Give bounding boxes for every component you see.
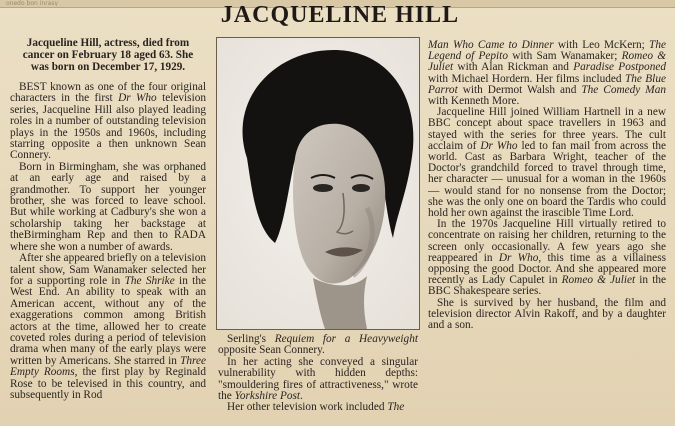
italic-title: Paradise Postponed xyxy=(573,61,667,74)
italic-title: The xyxy=(387,401,405,414)
text-run: BEST known as one of the four original characters in the first xyxy=(10,81,206,105)
italic-title: Yorkshire Post xyxy=(234,390,301,403)
text-run: In her acting she conveyed a singular vulnerability with hidden depths: "smouldering fires of attractiveness," wrote the xyxy=(218,355,418,403)
column-1-body xyxy=(10,82,206,401)
italic-title: The Legend of Pepito xyxy=(428,39,666,63)
column1-paragraph xyxy=(10,82,206,162)
column2-paragraph xyxy=(218,402,418,413)
text-run: , the first play by Reginald Rose to be televised in this country, and subsequently in Rod xyxy=(10,366,206,401)
obituary-summary: Jacqueline Hill, actress, died from cancer on February 18 aged 63. She was born on December 17, 1929. xyxy=(22,37,194,73)
text-run: in the BBC Shakespeare series. xyxy=(428,274,666,298)
text-run: with Kenneth More. xyxy=(428,95,520,108)
italic-title: Three Empty Rooms xyxy=(10,354,206,379)
text-run: in the West End. An ability to speak with an American accent, without any of the exaggerations common among British actors at the time, allowed her to create coveted roles during a period of television drama when many of the early plays were written by Americans. She starred in xyxy=(10,274,206,367)
column3-paragraph xyxy=(428,298,666,332)
text-run: Born in Birmingham, she was orphaned at an early age and raised by a grandmother. To support her younger brother, she was forced to leave school. But while working at Cadbury's she won a scholarship taking her backstage at theBirmingham Rep and then to RADA where she won a number of awards. xyxy=(10,160,206,253)
text-run: Her other television work included xyxy=(227,401,388,414)
text-run: . xyxy=(300,390,303,403)
column3-paragraph xyxy=(428,40,666,107)
text-run: with Alan Rickman and xyxy=(453,61,574,74)
text-run: Jacqueline Hill joined William Hartnell in a new BBC concept about space travellers in 1963 and stayed with the series for three years. The cult acclaim of xyxy=(428,106,666,152)
column1-paragraph xyxy=(10,253,206,401)
column3-paragraph xyxy=(428,107,666,219)
column-1 xyxy=(10,37,206,401)
text-run: Serling's xyxy=(227,333,275,345)
italic-title: Dr Who xyxy=(118,92,157,105)
text-run: with Leo McKern; xyxy=(553,39,650,51)
column3-paragraph xyxy=(428,219,666,297)
italic-title: Dr Who xyxy=(480,139,518,152)
column-2 xyxy=(218,334,418,414)
text-run: , this time as a villainess opposing the good Doctor. And she appeared more recently as Lady Capulet in xyxy=(428,251,666,287)
text-run: with Sam Wanamaker; xyxy=(507,50,622,63)
italic-title: Requiem for a Heavyweight xyxy=(274,333,418,345)
text-run: After she appeared briefly on a television talent show, Sam Wanamaker selected her for a supporting role in xyxy=(10,252,206,287)
text-run: She is survived by her husband, the film and television director Alvin Rakoff, and by a daughter and a son. xyxy=(428,296,666,332)
text-run: In the 1970s Jacqueline Hill virtually retired to concentrate on raising her children, returning to the screen only occasionally. A few years ago she reappeared in xyxy=(428,218,666,264)
column2-paragraph xyxy=(218,357,418,403)
column-3 xyxy=(428,40,666,331)
previous-article-text: onedo bon inrasy xyxy=(6,0,59,6)
italic-title: Romeo & Juliet xyxy=(561,274,636,287)
italic-title: The Comedy Man xyxy=(581,83,666,96)
text-run: with Michael Hordern. Her films included xyxy=(428,72,625,85)
text-run: opposite Sean Connery. xyxy=(218,344,325,357)
text-run: led to fan mail from across the world. Cast as Barbara Wright, teacher of the Doctor's grandchild forced to travel through time, her character — unusual for a woman in the 1960s — would stand for no nonsense from the Doctor; she was the only one on board the Tardis who could hold her own against the irascible Time Lord. xyxy=(428,139,667,220)
text-run: with Dermot Walsh and xyxy=(457,83,582,96)
italic-title: Man Who Came to Dinner xyxy=(428,39,554,51)
italic-title: Romeo & Juliet xyxy=(428,50,667,74)
italic-title: The Shrike xyxy=(124,274,175,287)
text-run: television series, Jacqueline Hill also played leading roles in a number of outstanding television plays in the 1950s and 1960s, including starring opposite a then unknown Sean Connery. xyxy=(10,92,206,162)
portrait-photo xyxy=(216,37,420,330)
page-title: JACQUELINE HILL xyxy=(220,2,460,28)
column1-paragraph xyxy=(10,162,206,253)
italic-title: The Blue Parrot xyxy=(428,72,666,96)
italic-title: Dr Who xyxy=(498,251,539,264)
column2-paragraph xyxy=(218,334,418,357)
portrait-image xyxy=(217,38,419,329)
